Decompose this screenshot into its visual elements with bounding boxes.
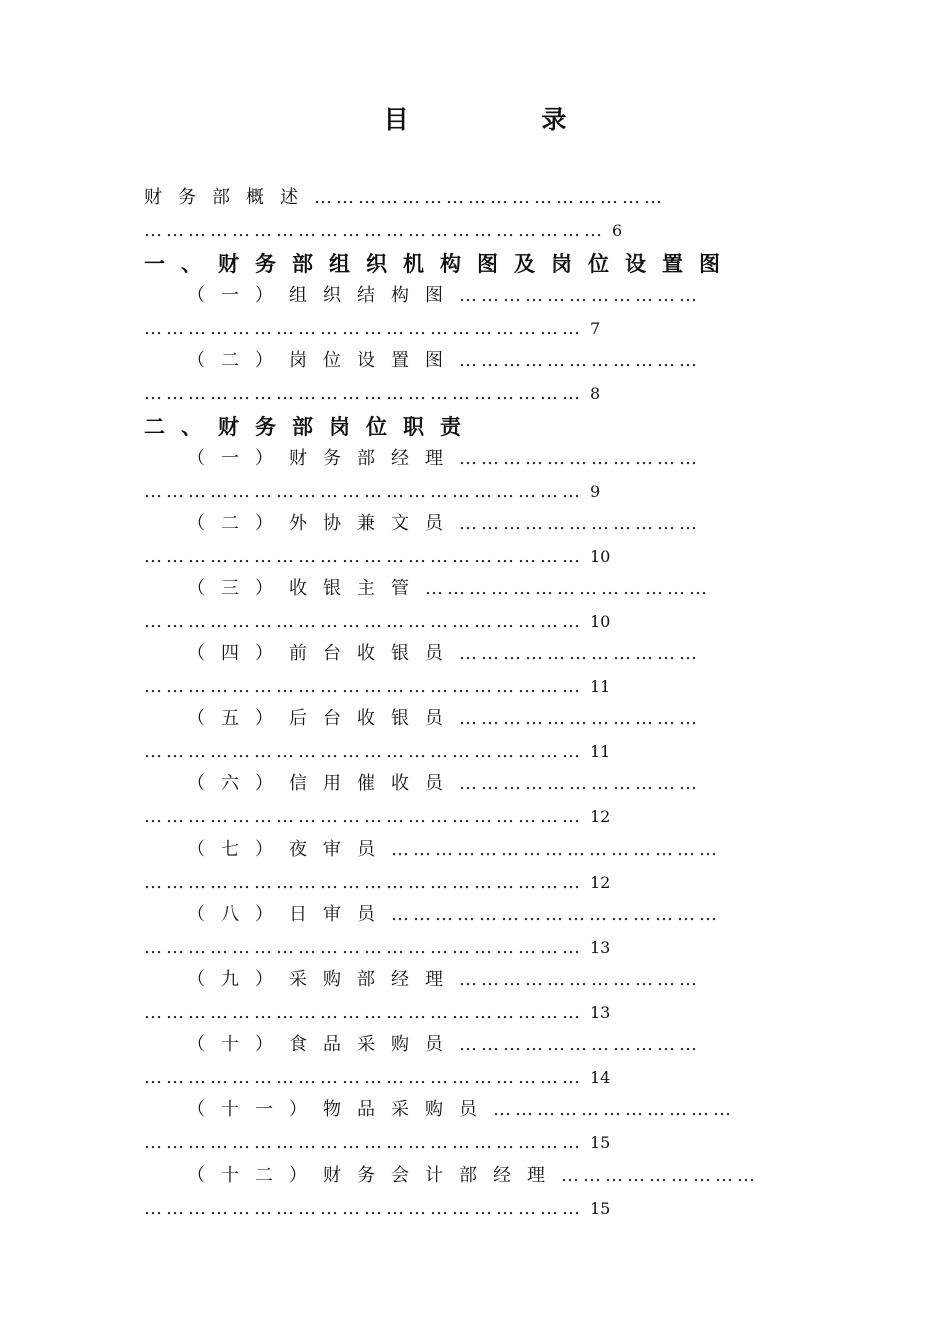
dot-leader: …………………………………………: [314, 187, 666, 208]
toc-entry-cont: [144, 1066, 804, 1090]
dot-leader: ……………………………………………………: [144, 546, 584, 567]
toc-page-number: 12: [590, 873, 611, 892]
toc-entry-label: （二）外协兼文员: [187, 513, 459, 534]
toc-page-number: 12: [590, 807, 611, 826]
toc-entry: [187, 1033, 847, 1057]
toc-entry-cont: [144, 1001, 804, 1025]
dot-leader: ………………………………………………………: [144, 220, 606, 241]
toc-page-number: 15: [590, 1133, 611, 1152]
toc-entry-label: （四）前台收银员: [187, 643, 459, 664]
toc-entry-cont: [144, 545, 804, 569]
toc-entry-label: （十）食品采购员: [187, 1034, 459, 1055]
toc-entry: [187, 1098, 847, 1122]
toc-page-number: 6: [612, 221, 623, 240]
dot-leader: ……………………………: [459, 969, 701, 990]
toc-page-number: 11: [590, 677, 611, 696]
dot-leader: ……………………………: [493, 1099, 735, 1120]
toc-entry-label: （五）后台收银员: [187, 708, 459, 729]
toc-entry: [187, 968, 847, 992]
toc-entry: [187, 772, 847, 796]
dot-leader: ……………………………………………………: [144, 1198, 584, 1219]
toc-heading-2: [144, 415, 804, 441]
toc-entry-cont: [144, 675, 804, 699]
dot-leader: ……………………………………………………: [144, 383, 584, 404]
dot-leader: ……………………………: [459, 513, 701, 534]
toc-page-number: 9: [590, 482, 601, 501]
page-title: 目 录: [383, 105, 629, 134]
toc-page-number: 10: [590, 547, 611, 566]
toc-entry-cont: [144, 871, 804, 895]
toc-page-number: 11: [590, 742, 611, 761]
toc-entry-label: （八）日审员: [187, 904, 391, 925]
toc-entry-label: （六）信用催收员: [187, 773, 459, 794]
dot-leader: ……………………………: [459, 1034, 701, 1055]
toc-entry: [187, 1164, 847, 1188]
toc-entry: [187, 577, 847, 601]
dot-leader: ………………………………………: [391, 839, 721, 860]
toc-entry: [187, 512, 847, 536]
toc-entry: [187, 838, 847, 862]
dot-leader: ……………………………: [459, 773, 701, 794]
toc-page-number: 14: [590, 1068, 611, 1087]
toc-entry-overview-cont: [144, 219, 804, 243]
dot-leader: ……………………………………………………: [144, 937, 584, 958]
toc-entry-cont: [144, 610, 804, 634]
toc-entry: [187, 349, 847, 373]
toc-entry: [187, 642, 847, 666]
toc-entry-label: （十一）物品采购员: [187, 1099, 493, 1120]
toc-heading-label: 二、财务部岗位职责: [144, 414, 477, 439]
toc-entry: [187, 707, 847, 731]
toc-entry: [187, 447, 847, 471]
dot-leader: ……………………………: [459, 643, 701, 664]
toc-entry-label: （十二）财务会计部经理: [187, 1165, 561, 1186]
toc-entry-label: （九）采购部经理: [187, 969, 459, 990]
toc-page-number: 8: [590, 384, 601, 403]
toc-entry-cont: [144, 936, 804, 960]
toc-heading-label: 一、财务部组织机构图及岗位设置图: [144, 251, 736, 276]
toc-entry-label: （二）岗位设置图: [187, 350, 459, 371]
dot-leader: ……………………………………………………: [144, 611, 584, 632]
toc-entry-label: （一）组织结构图: [187, 285, 459, 306]
dot-leader: ……………………………………………………: [144, 741, 584, 762]
dot-leader: ……………………………………………………: [144, 872, 584, 893]
dot-leader: ……………………………………………………: [144, 1002, 584, 1023]
toc-page-number: 7: [590, 319, 601, 338]
toc-entry-cont: [144, 317, 804, 341]
dot-leader: ……………………………………………………: [144, 1132, 584, 1153]
dot-leader: ……………………………: [459, 350, 701, 371]
dot-leader: ……………………………: [459, 285, 701, 306]
toc-page-number: 10: [590, 612, 611, 631]
toc-entry-label: （一）财务部经理: [187, 448, 459, 469]
dot-leader: ……………………………………………………: [144, 806, 584, 827]
toc-page-number: 13: [590, 1003, 611, 1022]
toc-page-number: 13: [590, 938, 611, 957]
toc-entry-cont: [144, 480, 804, 504]
toc-entry: [187, 903, 847, 927]
toc-entry-overview: [144, 186, 804, 210]
dot-leader: ……………………………………………………: [144, 1067, 584, 1088]
dot-leader: ……………………………………………………: [144, 481, 584, 502]
dot-leader: ……………………………: [459, 448, 701, 469]
dot-leader: ……………………………………………………: [144, 318, 584, 339]
dot-leader: ………………………………………: [391, 904, 721, 925]
dot-leader: ……………………………: [459, 708, 701, 729]
toc-heading-1: [144, 252, 804, 278]
toc-entry-cont: [144, 1197, 804, 1221]
toc-entry-cont: [144, 740, 804, 764]
dot-leader: ……………………………………………………: [144, 676, 584, 697]
toc-entry-label: 财务部概述: [144, 187, 314, 208]
toc-entry: [187, 284, 847, 308]
toc-entry-cont: [144, 1131, 804, 1155]
toc-entry-label: （三）收银主管: [187, 578, 425, 599]
toc-page-number: 15: [590, 1199, 611, 1218]
toc-entry-cont: [144, 382, 804, 406]
dot-leader: …………………………………: [425, 578, 711, 599]
toc-entry-label: （七）夜审员: [187, 839, 391, 860]
toc-entry-cont: [144, 805, 804, 829]
dot-leader: ………………………: [561, 1165, 759, 1186]
